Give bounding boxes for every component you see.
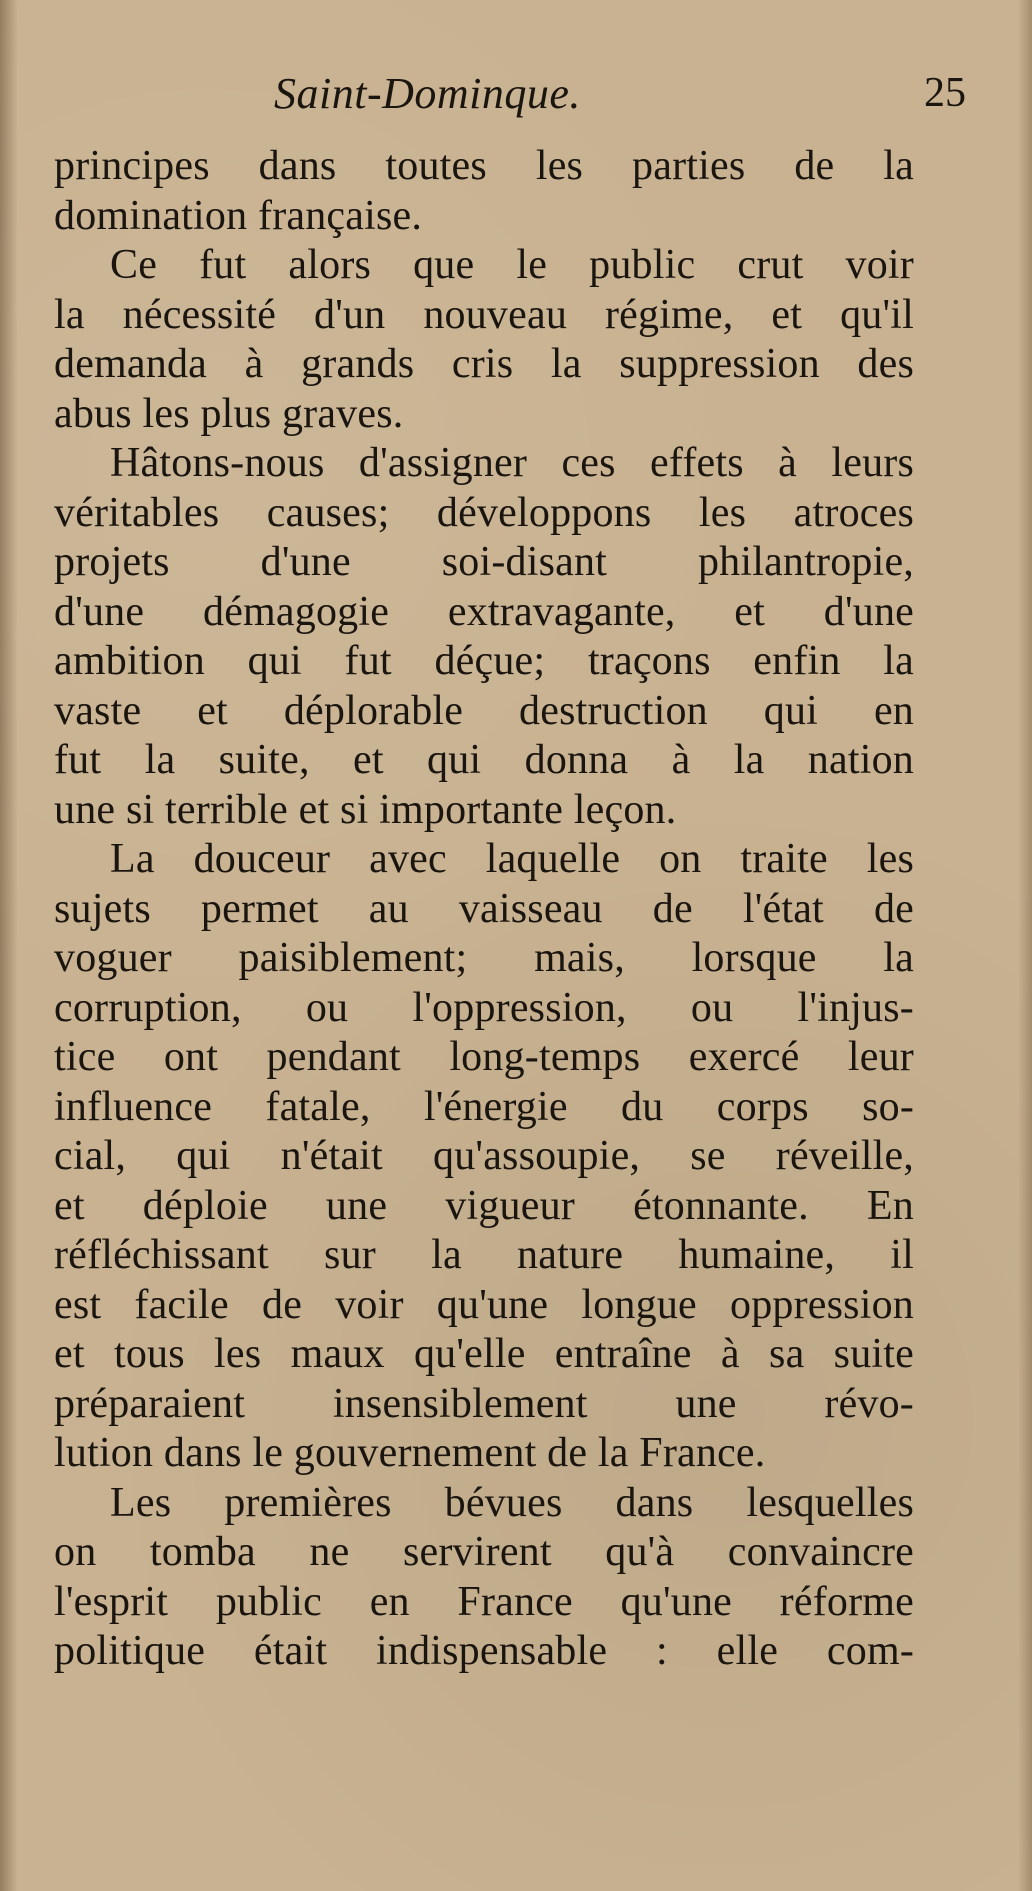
text-line: cial, qui n'était qu'assoupie, se réveille, xyxy=(54,1133,914,1179)
text-line: influence fatale, l'énergie du corps so- xyxy=(54,1083,914,1130)
page-left-edge-shadow xyxy=(0,0,18,1891)
text-line: demanda à grands cris la suppression des xyxy=(54,341,914,387)
text-line: politique était indispensable : elle com- xyxy=(54,1628,914,1674)
text-line: lution dans le gouvernement de la France. xyxy=(54,1430,766,1476)
page-number: 25 xyxy=(924,70,966,116)
running-title: Saint-Dominque. xyxy=(274,69,581,118)
paragraph-first-line: Hâtons-nous d'assigner ces effets à leurs xyxy=(110,440,914,486)
text-line: corruption, ou l'oppression, ou l'injus- xyxy=(54,984,914,1031)
text-line: réfléchissant sur la nature humaine, il xyxy=(54,1232,914,1278)
text-line: préparaient insensiblement une révo- xyxy=(54,1380,914,1427)
text-line: et déploie une vigueur étonnante. En xyxy=(54,1182,914,1229)
text-line: est facile de voir qu'une longue oppression xyxy=(54,1281,914,1328)
text-line: fut la suite, et qui donna à la nation xyxy=(54,737,914,783)
text-line: sujets permet au vaisseau de l'état de xyxy=(54,885,914,932)
paragraph-first-line: Ce fut alors que le public crut voir xyxy=(110,242,914,288)
text-line: voguer paisiblement; mais, lorsque la xyxy=(54,935,914,981)
text-line: l'esprit public en France qu'une réforme xyxy=(54,1578,914,1625)
text-line: la nécessité d'un nouveau régime, et qu'il xyxy=(54,291,914,338)
text-line: on tomba ne servirent qu'à convaincre xyxy=(54,1529,914,1575)
text-line: une si terrible et si importante leçon. xyxy=(54,786,677,833)
text-line: abus les plus graves. xyxy=(54,390,404,437)
paragraph-first-line: La douceur avec laquelle on traite les xyxy=(110,836,914,882)
text-line: véritables causes; développons les atroces xyxy=(54,489,914,536)
page-header xyxy=(54,69,972,128)
text-line: d'une démagogie extravagante, et d'une xyxy=(54,588,914,635)
body-text xyxy=(54,142,914,1677)
paragraph-first-line: Les premières bévues dans lesquelles xyxy=(110,1479,914,1526)
text-line: ambition qui fut déçue; traçons enfin la xyxy=(54,638,914,684)
text-line: principes dans toutes les parties de la xyxy=(54,143,914,189)
text-line: vaste et déplorable destruction qui en xyxy=(54,687,914,734)
text-line: projets d'une soi-disant philantropie, xyxy=(54,539,914,585)
text-line: domination française. xyxy=(54,192,423,239)
text-line: et tous les maux qu'elle entraîne à sa suite xyxy=(54,1331,914,1377)
text-line: tice ont pendant long-temps exercé leur xyxy=(54,1034,914,1080)
page-right-edge-shadow xyxy=(1018,0,1032,1891)
